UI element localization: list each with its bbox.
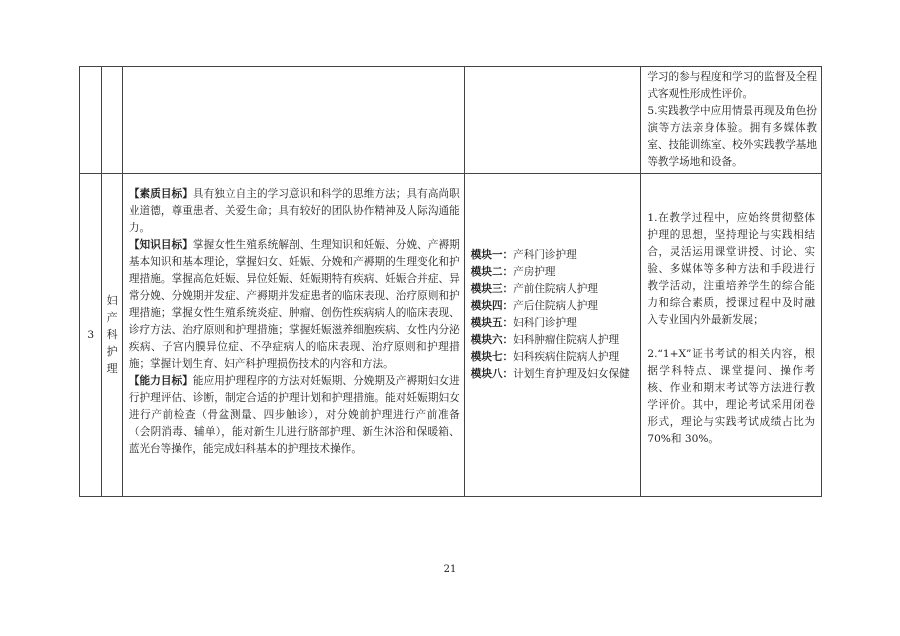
- module-text: 妇科肿瘤住院病人护理: [513, 334, 620, 346]
- module-text: 产前住院病人护理: [513, 283, 598, 295]
- page-number: 21: [443, 564, 457, 575]
- module-label: 模块七：: [470, 351, 514, 363]
- module-item: [471, 349, 637, 366]
- module-label: 模块二：: [470, 266, 514, 278]
- module-text: 妇科门诊护理: [513, 317, 577, 329]
- previous-requirements-text: 学习的参与程度和学习的监督及全程式客观性形成性评价。 5.实践教学中应用情景再现及角色扮演等方法亲身体验。拥有多媒体教室、技能训练室、校外实践教学基地等教学场地和设备。: [647, 71, 817, 168]
- empty-number-cell: [80, 67, 102, 174]
- module-item: [471, 264, 637, 281]
- ability-goal-tag: 【能力目标】: [128, 375, 193, 387]
- previous-course-row: [80, 67, 822, 174]
- course-number-cell: [80, 174, 102, 497]
- course-content-cell: [122, 174, 464, 497]
- requirement-paragraph-1: 1.在教学过程中，应始终贯彻整体护理的思想，坚持理论与实践相结合，灵活运用课堂讲授、讨论、实验、多媒体等多种方法和手段进行教学活动，注重培养学生的综合能力和综合素质，授课过程中及时融入专业国内外最新发展；: [647, 212, 815, 326]
- course-content: [123, 174, 464, 460]
- quality-goal-tag: 【素质目标】: [128, 188, 193, 200]
- module-text: 产房护理: [513, 266, 556, 278]
- module-label: 模块八：: [470, 368, 514, 380]
- modules-cell: [464, 174, 641, 497]
- empty-modules-cell: [464, 67, 641, 174]
- course-name: 妇产科护理: [106, 294, 118, 375]
- module-text: 产后住院病人护理: [513, 300, 598, 312]
- teaching-requirements: [641, 174, 821, 450]
- module-label: 模块五：: [470, 317, 514, 329]
- requirement-paragraph-2: 2.“1+X”证书考试的相关内容，根据学科特点、课堂提问、操作考核、作业和期末考试等方法进行教学评价。其中，理论考试采用闭卷形式，理论与实践考试成绩占比为 70%和 30%。: [647, 348, 815, 445]
- previous-requirements-cell: [641, 67, 822, 174]
- module-item: [471, 366, 637, 383]
- empty-content-cell: [122, 67, 464, 174]
- modules-list: [465, 247, 641, 423]
- ability-goal-text: 能应用护理程序的方法对妊娠期、分娩期及产褥期妇女进行护理评估、诊断，制定合适的护理计划和护理措施。能对妊娠期妇女进行产前检查（骨盆测量、四步触诊），对分娩前护理进行产前准备（会阴消毒、辅单），能对新生儿进行脐部护理、新生沐浴和保暖箱、蓝光台等操作，能完成妇科基本的护理技术操作。: [128, 375, 460, 455]
- module-item: [471, 281, 637, 298]
- quality-goal-text: 具有独立自主的学习意识和科学的思维方法；具有高尚职业道德，尊重患者、关爱生命；具有较好的团队协作精神及人际沟通能力。: [128, 188, 460, 234]
- course-name-cell: [102, 174, 122, 497]
- module-item: [471, 247, 637, 264]
- module-label: 模块一：: [470, 249, 514, 261]
- curriculum-table: [79, 66, 822, 497]
- knowledge-goal-tag: 【知识目标】: [128, 239, 193, 251]
- course-number: 3: [87, 328, 95, 341]
- module-text: 妇科疾病住院病人护理: [513, 351, 620, 363]
- empty-course-cell: [102, 67, 122, 174]
- module-label: 模块三：: [470, 283, 514, 295]
- teaching-requirements-cell: [641, 174, 822, 497]
- module-text: 产科门诊护理: [513, 249, 577, 261]
- knowledge-goal-text: 掌握女性生殖系统解剖、生理知识和妊娠、分娩、产褥期基本知识和基本理论，掌握妇女、妊娠、分娩和产褥期的生理变化和护理措施。掌握高危妊娠、异位妊娠、妊娠期特有疾病、妊娠合并症、异常分娩、分娩期并发症、产褥期并发症患者的临床表现、治疗原则和护理措施；掌握女性生殖系统炎症、肿瘤、创伤性疾病病人的临床表现、诊疗方法、治疗原则和护理措施；掌握妊娠滋养细胞疾病、女性内分泌疾病、子宫内膜异位症、不孕症病人的临床表现、治疗原则和护理措施；掌握计划生育、妇产科护理损伤技术的内容和方法。: [128, 239, 460, 370]
- module-item: [471, 298, 637, 315]
- module-text: 计划生育护理及妇女保健: [513, 368, 630, 380]
- module-item: [471, 315, 637, 332]
- module-label: 模块四：: [470, 300, 514, 312]
- course-row: [80, 174, 822, 497]
- module-label: 模块六：: [470, 334, 514, 346]
- module-item: [471, 332, 637, 349]
